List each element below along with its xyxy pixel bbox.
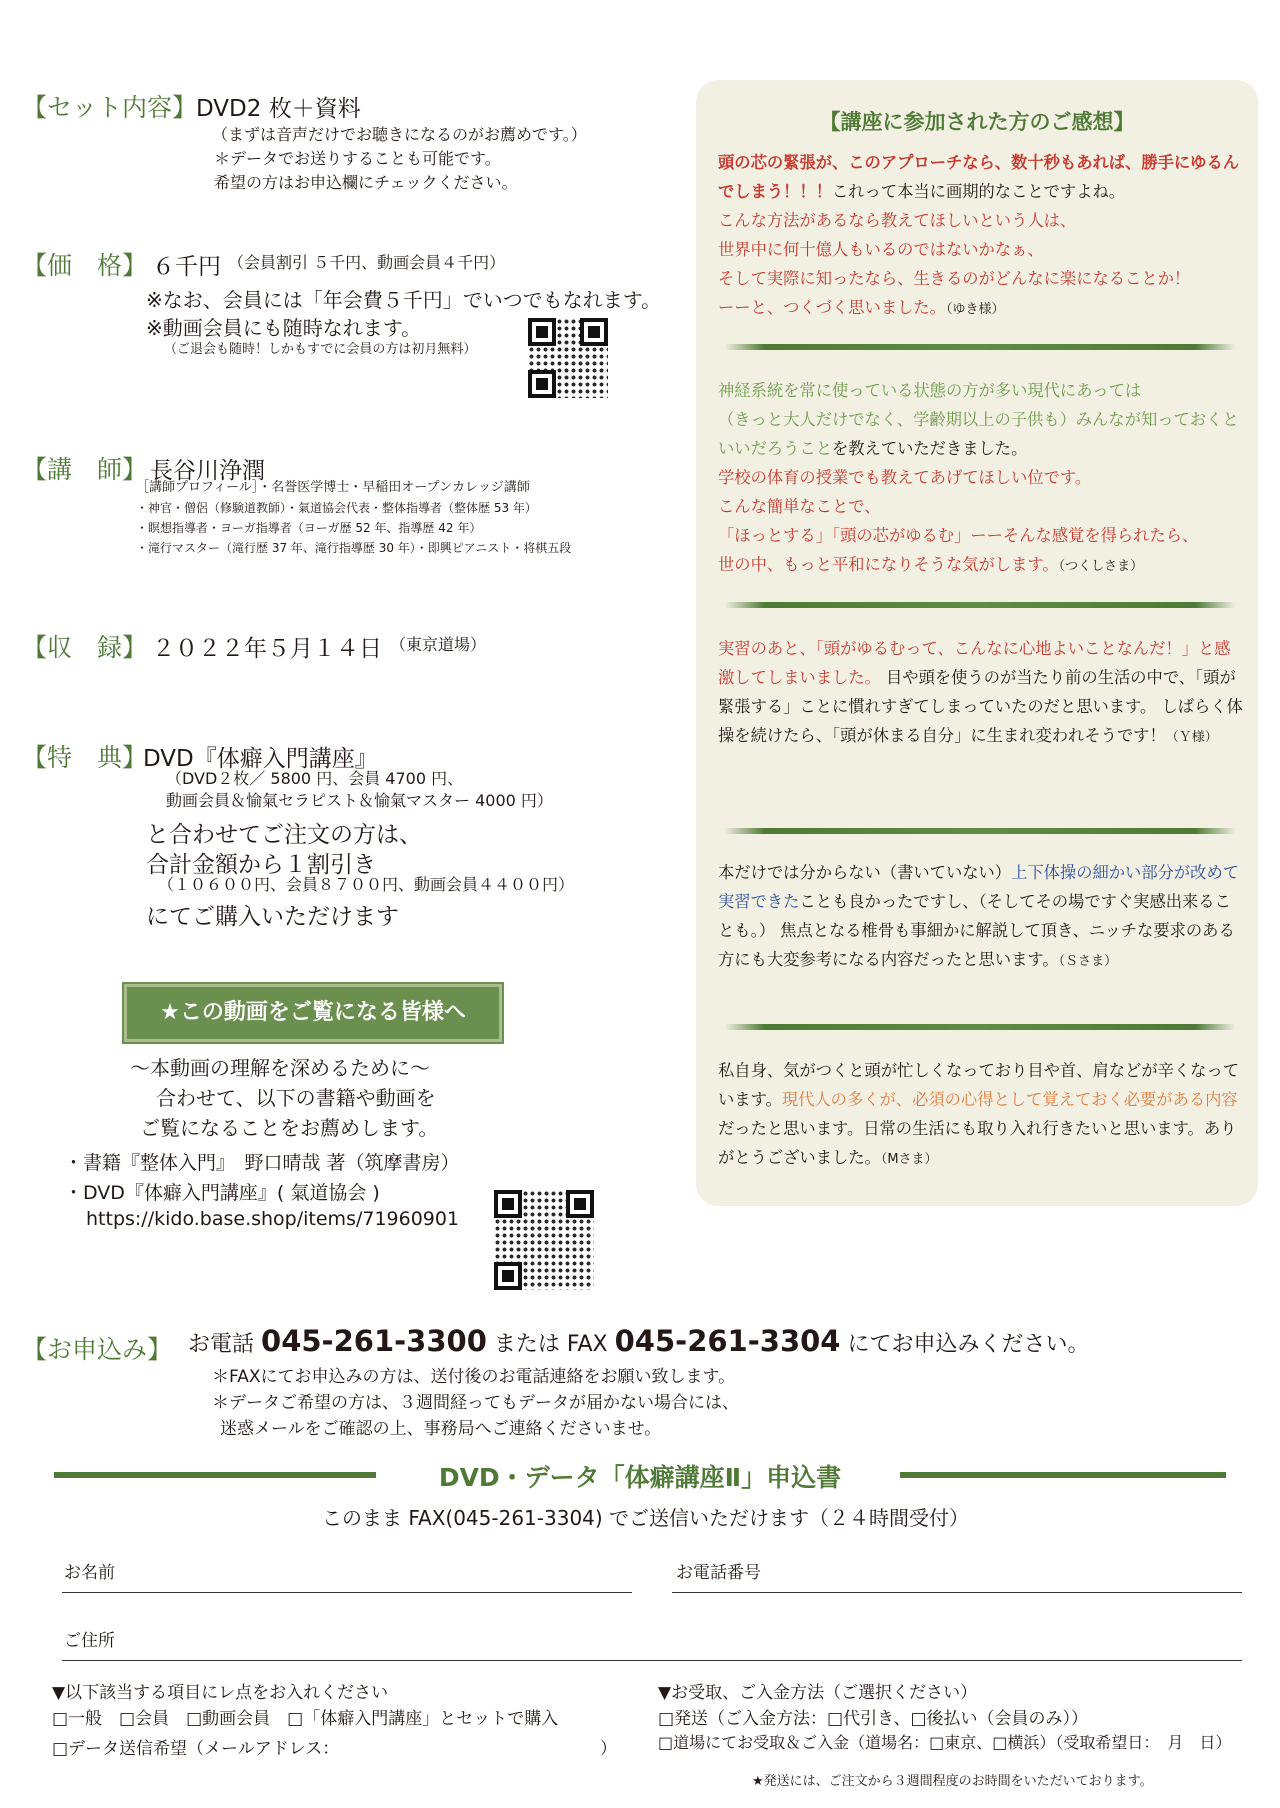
viewers-line: 〜本動画の理解を深めるために〜 <box>130 1056 430 1080</box>
viewers-line: ご覧になることをお薦めします。 <box>140 1116 439 1140</box>
name-field-label: お名前 <box>64 1563 115 1583</box>
impressions-panel <box>696 80 1258 1206</box>
right-options-heading: ▼お受取、ご入金方法（ご選択ください） <box>658 1683 978 1703</box>
viewers-item-book: ・書籍『整体入門』 野口晴哉 著（筑摩書房） <box>64 1152 460 1174</box>
bonus-line: と合わせてご注文の方は、 <box>146 822 422 848</box>
price-note: ※なお、会員には「年会費５千円」でいつでもなれます。 <box>146 288 662 312</box>
apply-note: ＊データご希望の方は、３週間経ってもデータが届かない場合には、 <box>212 1393 739 1413</box>
teacher-name: 長谷川浄潤 <box>150 458 265 484</box>
viewers-banner: ★この動画をご覧になる皆様へ <box>124 984 502 1042</box>
phone-field[interactable] <box>672 1592 1242 1593</box>
bonus-end: にてご購入いただけます <box>146 904 399 930</box>
price-note: ※動画会員にも随時なれます。 <box>146 316 422 340</box>
teacher-label: 【講 師】 <box>22 455 148 484</box>
impressions-title: 【講座に参加された方のご感想】 <box>819 110 1135 134</box>
brush-divider <box>724 1024 1236 1030</box>
viewers-line: 合わせて、以下の書籍や動画を <box>156 1086 436 1110</box>
set-note: ＊データでお送りすることも可能です。 <box>214 149 501 168</box>
form-title: DVD・データ「体癖講座Ⅱ」申込書 <box>438 1463 842 1492</box>
data-email-checkbox[interactable]: □データ送信希望（メールアドレス： <box>52 1739 340 1759</box>
bonus-prices: （１０６００円、会員８７００円、動画会員４４００円） <box>158 875 575 894</box>
testimonial-2: 神経系統を常に使っている状態の方が多い現代にあっては （きっと大人だけでなく、学齢期以上の子供も）みんなが知っておくといいだろうことを教えていただきました。 学校の体育の授業でも教えてあげてほしい位です。 こんな簡単なことで、 「ほっとする」「頭の芯がゆるむ」ーーそんな感覚を得られたら、 世の中、もっと平和になりそうな気がします。（つくしさま） <box>718 381 1239 574</box>
brush-divider <box>724 344 1236 350</box>
form-title-rule-left <box>54 1472 376 1478</box>
apply-note: 迷惑メールをご確認の上、事務局へご連絡くださいませ。 <box>220 1419 662 1439</box>
record-date: ２０２２年５月１４日 <box>152 636 382 662</box>
apply-label: 【お申込み】 <box>22 1335 173 1364</box>
apply-tel[interactable]: 045-261-3300 <box>261 1324 487 1358</box>
set-label: 【セット内容】 <box>22 93 198 122</box>
brush-divider <box>724 602 1236 608</box>
apply-note: ＊FAXにてお申込みの方は、送付後のお電話連絡をお願い致します。 <box>212 1367 736 1387</box>
bonus-detail: 動画会員＆愉氣セラピスト＆愉氣マスター 4000 円） <box>166 791 553 810</box>
shop-qr-code[interactable] <box>494 1190 594 1290</box>
brush-divider <box>724 828 1236 834</box>
bonus-title: DVD『体癖入門講座』 <box>143 746 378 772</box>
data-email-close: ） <box>600 1739 617 1759</box>
teacher-profile: ・瞑想指導者・ヨーガ指導者（ヨーガ歴 52 年、指導歴 42 年） <box>136 521 482 535</box>
viewers-item-dvd: ・DVD『体癖入門講座』( 氣道協会 ) <box>64 1182 380 1204</box>
testimonial-4: 本だけでは分からない（書いていない）上下体操の細かい部分が改めて実習できたことも良かったですし、（そしてその場ですぐ実感出来ることも。） 焦点となる椎骨も事細かに解説して頂き、ニッチな要求のある方にも大変参考になる内容だったと思います。（Ｓさま） <box>718 863 1240 969</box>
price-small: （ご退会も随時！しかもすでに会員の方は初月無料） <box>164 342 477 357</box>
dojo-pickup-checkboxes[interactable]: □道場にてお受取＆ご入金（道場名：□東京、□横浜）（受取希望日： 月 日） <box>658 1733 1232 1752</box>
shipping-checkboxes[interactable]: □発送（ご入金方法：□代引き、□後払い（会員のみ）） <box>658 1709 1089 1729</box>
viewers-url[interactable]: https://kido.base.shop/items/71960901 <box>86 1208 460 1230</box>
customer-type-checkboxes[interactable]: □一般 □会員 □動画会員 □「体癖入門講座」とセットで購入 <box>52 1709 559 1729</box>
name-field[interactable] <box>62 1592 632 1593</box>
bonus-label: 【特 典】 <box>22 743 148 772</box>
form-footnote: ★発送には、ご注文から３週間程度のお時間をいただいております。 <box>752 1774 1153 1789</box>
record-place: （東京道場） <box>390 635 487 654</box>
teacher-profile: ［講師プロフィール］・名誉医学博士・早稲田オープンカレッジ講師 <box>136 480 530 495</box>
price-label: 【価 格】 <box>22 251 148 280</box>
left-options-heading: ▼以下該当する項目にレ点をお入れください <box>52 1683 389 1703</box>
form-title-rule-right <box>900 1472 1226 1478</box>
teacher-profile: ・神官・僧侶（修験道教師）・氣道協会代表・整体指導者（整体歴 53 年） <box>136 501 537 515</box>
set-value: DVD2 枚＋資料 <box>196 96 361 122</box>
address-field-label: ご住所 <box>64 1631 115 1651</box>
teacher-profile: ・滝行マスター（滝行歴 37 年、滝行指導歴 30 年）・即興ピアニスト・将棋五段 <box>136 541 572 555</box>
record-label: 【収 録】 <box>22 633 148 662</box>
apply-line: お電話 045-261-3300 または FAX 045-261-3304 にてお申込みください。 <box>188 1324 1090 1358</box>
address-field[interactable] <box>62 1660 1242 1661</box>
form-subtitle: このまま FAX(045-261-3304) でご送信いただけます（２４時間受付） <box>322 1506 970 1530</box>
bonus-line: 合計金額から１割引き <box>146 852 376 878</box>
set-note: （まずは音声だけでお聴きになるのがお薦めです。） <box>212 125 587 144</box>
phone-field-label: お電話番号 <box>676 1563 761 1583</box>
price-sub: （会員割引 ５千円、動画会員４千円） <box>228 253 506 272</box>
price-main: ６千円 <box>152 254 221 280</box>
testimonial-3: 実習のあと、「頭がゆるむって、こんなに心地よいことなんだ！」と感激してしまいました。 目や頭を使うのが当たり前の生活の中で、「頭が緊張する」ことに慣れすぎてしまっていたのだと思います。 しばらく体操を続けたら、「頭が休まる自分」に生まれ変われそうです！（Ｙ様） <box>718 639 1243 745</box>
testimonial-5: 私自身、気がつくと頭が忙しくなっており目や首、肩などが辛くなっています。現代人の多くが、必須の心得として覚えておく必要がある内容だったと思います。日常の生活にも取り入れ行きたいと思います。ありがとうございました。（Mさま） <box>718 1061 1240 1167</box>
testimonial-1: 頭の芯の緊張が、このアプローチなら、数十秒もあれば、勝手にゆるんでしまう！！！これって本当に画期的なことですよね。 こんな方法があるなら教えてほしいという人は、 世界中に何十億人もいるのではないかなぁ、 そして実際に知ったなら、生きるのがどんなに楽になることか！ ーーと、つくづく思いました。（ゆき様） <box>718 153 1240 317</box>
apply-fax[interactable]: 045-261-3304 <box>614 1324 841 1358</box>
member-qr-code[interactable] <box>528 318 608 398</box>
set-note: 希望の方はお申込欄にチェックください。 <box>214 173 518 192</box>
bonus-detail: （DVD２枚／ 5800 円、会員 4700 円、 <box>166 769 464 788</box>
